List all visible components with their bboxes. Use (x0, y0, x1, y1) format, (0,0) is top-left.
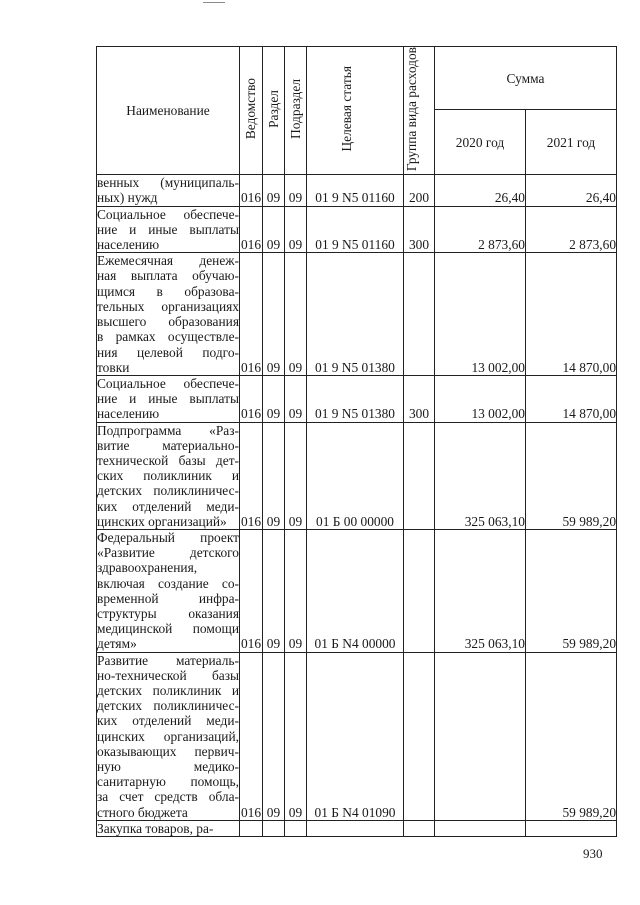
name-line: ных) нужд (97, 190, 158, 206)
cell-section: 09 (263, 206, 285, 253)
table-row (97, 175, 617, 206)
header-year-2020: 2020 год (435, 110, 526, 175)
cell-target: 01 Б 00 00000 (307, 422, 404, 529)
header-dept: Ведомство (240, 47, 263, 175)
name-line: технической базы дет- (97, 452, 239, 468)
cell-sum-2020: 26,40 (435, 175, 526, 206)
name-line: цинских организаций, (97, 728, 239, 744)
name-line: ских поликлиник и (97, 468, 239, 484)
name-line: включая создание со- (97, 575, 239, 591)
name-line: Социальное обеспече- (97, 375, 239, 391)
cell-sum-2021: 2 873,60 (526, 206, 617, 253)
cell-dept (240, 820, 263, 836)
cell-section: 09 (263, 253, 285, 376)
name-line: но-технической базы (97, 667, 239, 683)
header-target: Целевая статья (307, 47, 404, 175)
cell-sum-2020: 13 002,00 (435, 375, 526, 422)
name-line: временной инфра- (97, 590, 239, 606)
header-year-2021: 2021 год (526, 110, 617, 175)
cell-expense-group: 200 (404, 175, 435, 206)
budget-table (96, 46, 617, 837)
name-line: детских поликлиничес- (97, 698, 239, 714)
name-line: здравоохранения, (97, 560, 198, 576)
header-subsection: Подраздел (285, 47, 307, 175)
header-name: Наименование (97, 47, 240, 175)
name-line: санитарную помощь, (97, 774, 239, 790)
name-line: населению (97, 237, 160, 253)
name-line: «Развитие детского (97, 545, 239, 561)
cell-dept: 016 (240, 529, 263, 652)
cell-sum-2021: 59 989,20 (526, 652, 617, 820)
table-body (97, 175, 617, 837)
cell-target (307, 820, 404, 836)
name-line: ние и иные выплаты (97, 391, 239, 407)
name-line: медицинской помощи (97, 621, 239, 637)
table-row (97, 253, 617, 376)
name-line: Подпрограмма «Раз- (97, 422, 239, 438)
name-line: цинских организаций» (97, 513, 227, 529)
cell-section: 09 (263, 175, 285, 206)
cell-subsection: 09 (285, 206, 307, 253)
table-row (97, 375, 617, 422)
cell-expense-group (404, 422, 435, 529)
cell-name (97, 253, 240, 376)
cell-name (97, 652, 240, 820)
cell-name (97, 375, 240, 422)
cell-target: 01 9 N5 01160 (307, 206, 404, 253)
name-line: товки (97, 359, 130, 375)
cell-sum-2021 (526, 820, 617, 836)
header-sum: Сумма (435, 47, 617, 110)
name-line: за счет средств обла- (97, 789, 239, 805)
cell-expense-group (404, 529, 435, 652)
cell-name (97, 820, 240, 836)
cell-section: 09 (263, 529, 285, 652)
header-section: Раздел (263, 47, 285, 175)
scan-artifact (203, 2, 225, 3)
cell-section: 09 (263, 652, 285, 820)
table-row (97, 820, 617, 836)
cell-dept: 016 (240, 652, 263, 820)
cell-target: 01 Б N4 00000 (307, 529, 404, 652)
name-line: оказывающих первич- (97, 743, 239, 759)
cell-name (97, 529, 240, 652)
name-line: детских поликлиник и (97, 682, 239, 698)
cell-dept: 016 (240, 206, 263, 253)
name-line: Федеральный проект (97, 529, 239, 545)
name-line: Развитие материаль- (97, 652, 239, 668)
cell-sum-2020 (435, 652, 526, 820)
name-line: ная выплата обучаю- (97, 268, 239, 284)
cell-dept: 016 (240, 422, 263, 529)
cell-subsection: 09 (285, 253, 307, 376)
cell-name (97, 422, 240, 529)
cell-name (97, 175, 240, 206)
cell-subsection: 09 (285, 652, 307, 820)
cell-sum-2020: 2 873,60 (435, 206, 526, 253)
name-line: витие материально- (97, 437, 239, 453)
name-line: Ежемесячная денеж- (97, 253, 239, 269)
cell-expense-group (404, 652, 435, 820)
cell-expense-group: 300 (404, 206, 435, 253)
name-line: Социальное обеспече- (97, 206, 239, 222)
name-line: в рамках осуществле- (97, 329, 239, 345)
table-row (97, 206, 617, 253)
name-line: венных (муниципаль- (97, 175, 239, 191)
name-line: ких отделений меди- (97, 498, 239, 514)
cell-target: 01 9 N5 01160 (307, 175, 404, 206)
name-line: тельных организациях (97, 298, 239, 314)
cell-expense-group (404, 253, 435, 376)
cell-subsection: 09 (285, 175, 307, 206)
cell-section (263, 820, 285, 836)
cell-sum-2021: 59 989,20 (526, 422, 617, 529)
table-row (97, 529, 617, 652)
name-line: высшего образования (97, 314, 239, 330)
cell-sum-2021: 59 989,20 (526, 529, 617, 652)
cell-target: 01 Б N4 01090 (307, 652, 404, 820)
table-row (97, 652, 617, 820)
name-line: структуры оказания (97, 605, 239, 621)
cell-dept: 016 (240, 253, 263, 376)
cell-target: 01 9 N5 01380 (307, 375, 404, 422)
name-line: детских поликлиничес- (97, 483, 239, 499)
cell-sum-2021: 26,40 (526, 175, 617, 206)
cell-section: 09 (263, 422, 285, 529)
cell-expense-group: 300 (404, 375, 435, 422)
name-line: детям» (97, 636, 137, 652)
name-line: ких отделений меди- (97, 713, 239, 729)
cell-dept: 016 (240, 175, 263, 206)
name-line: ние и иные выплаты (97, 221, 239, 237)
table-row (97, 422, 617, 529)
cell-subsection: 09 (285, 529, 307, 652)
cell-sum-2020: 325 063,10 (435, 422, 526, 529)
page-number: 930 (583, 846, 603, 861)
cell-sum-2021: 14 870,00 (526, 375, 617, 422)
cell-sum-2021: 14 870,00 (526, 253, 617, 376)
cell-subsection: 09 (285, 422, 307, 529)
cell-name (97, 206, 240, 253)
name-line: ния целевой подго- (97, 344, 239, 360)
cell-section: 09 (263, 375, 285, 422)
name-line: ную медико- (97, 758, 239, 774)
name-line: стного бюджета (97, 804, 188, 820)
cell-subsection: 09 (285, 375, 307, 422)
cell-sum-2020: 325 063,10 (435, 529, 526, 652)
name-line: населению (97, 406, 160, 422)
header-expense-group: Группа вида расходов (404, 47, 435, 175)
cell-dept: 016 (240, 375, 263, 422)
cell-subsection (285, 820, 307, 836)
name-line: щимся в образова- (97, 283, 239, 299)
cell-expense-group (404, 820, 435, 836)
cell-sum-2020 (435, 820, 526, 836)
cell-target: 01 9 N5 01380 (307, 253, 404, 376)
cell-sum-2020: 13 002,00 (435, 253, 526, 376)
name-line: Закупка товаров, ра- (97, 820, 214, 836)
